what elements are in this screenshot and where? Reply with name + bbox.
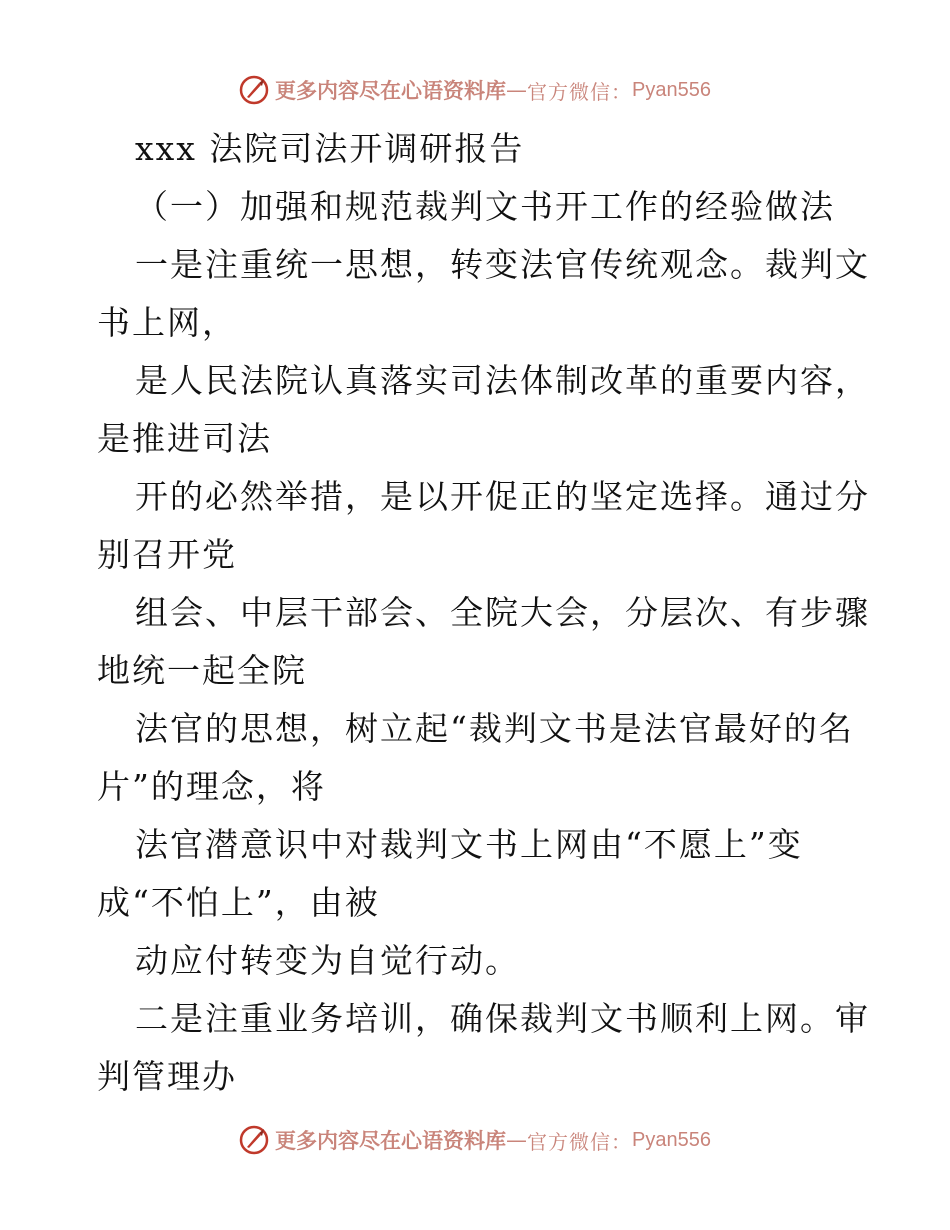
- paragraph-line: 开的必然举措，是以开促正的坚定选择。通过分: [135, 477, 870, 516]
- paragraph-line: 法官的思想，树立起“裁判文书是法官最好的名: [135, 709, 854, 748]
- banner-wechat-id: Pyan556: [632, 78, 711, 101]
- banner-separator: —: [506, 78, 528, 102]
- document-body: [97, 120, 870, 1106]
- paragraph-line: 是人民法院认真落实司法体制改革的重要内容，: [135, 361, 870, 400]
- document-title: xxx 法院司法开调研报告: [135, 129, 525, 168]
- paragraph-line: 法官潜意识中对裁判文书上网由“不愿上”变: [135, 825, 803, 864]
- paragraph-line: 二是注重业务培训，确保裁判文书顺利上网。审: [135, 999, 870, 1038]
- quill-logo-icon: [239, 1125, 269, 1155]
- header-banner: [0, 70, 950, 110]
- banner-wechat-id: Pyan556: [632, 1128, 711, 1151]
- banner-separator: —: [506, 1128, 528, 1152]
- paragraph-line: 别召开党: [97, 535, 237, 574]
- footer-banner: [0, 1120, 950, 1160]
- quill-logo-icon: [239, 75, 269, 105]
- paragraph-line: 是推进司法: [97, 419, 272, 458]
- paragraph-line: 书上网，: [97, 303, 237, 342]
- paragraph-line: 成“不怕上”，由被: [97, 883, 380, 922]
- paragraph-line: 判管理办: [97, 1057, 237, 1096]
- banner-title: 更多内容尽在心语资料库: [275, 1129, 507, 1153]
- paragraph-line: 地统一起全院: [97, 651, 307, 690]
- paragraph-line: 片”的理念，将: [97, 767, 326, 806]
- banner-title: 更多内容尽在心语资料库: [275, 79, 507, 103]
- paragraph-line: 组会、中层干部会、全院大会，分层次、有步骤: [135, 593, 870, 632]
- paragraph-line: 动应付转变为自觉行动。: [135, 941, 520, 980]
- banner-wechat-label: 官方微信：: [527, 79, 633, 104]
- section-heading: （一）加强和规范裁判文书开工作的经验做法: [135, 187, 835, 226]
- banner-wechat-label: 官方微信：: [527, 1129, 633, 1154]
- paragraph-line: 一是注重统一思想，转变法官传统观念。裁判文: [135, 245, 870, 284]
